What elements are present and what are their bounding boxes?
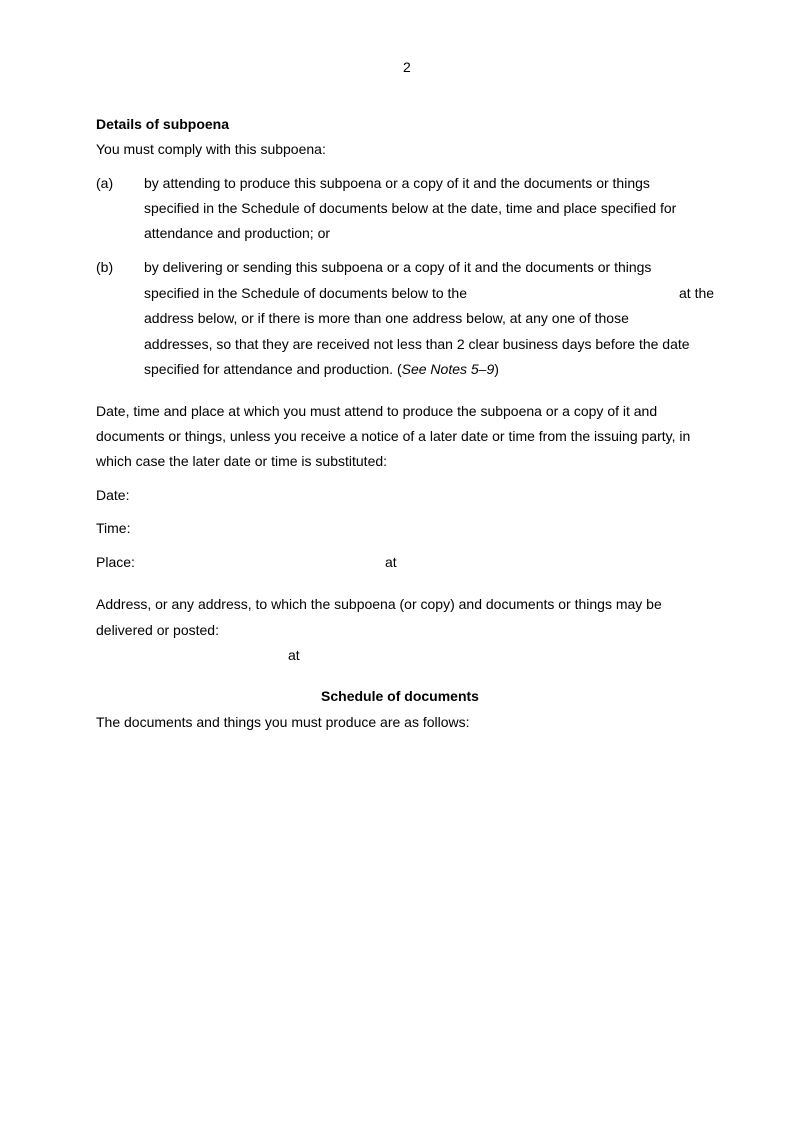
time-label: Time: — [96, 520, 131, 536]
place-label: Place: — [96, 554, 135, 570]
address-line-1: Address, or any address, to which the subpoena (or copy) and documents or things may be — [96, 596, 662, 612]
page-number: 2 — [403, 59, 411, 75]
item-b-line-1: by delivering or sending this subpoena or a copy of it and the documents or things — [144, 259, 652, 275]
date-label: Date: — [96, 487, 130, 503]
schedule-heading: Schedule of documents — [321, 688, 479, 704]
address-line-2: delivered or posted: — [96, 622, 219, 638]
attendance-line-3: which case the later date or time is substituted: — [96, 453, 388, 469]
item-b-line-5 — [144, 361, 499, 378]
item-a-label: (a) — [96, 175, 114, 191]
attendance-line-1: Date, time and place at which you must attend to produce the subpoena or a copy of it and — [96, 403, 658, 419]
item-a-line-3: attendance and production; or — [144, 225, 331, 241]
item-a-line-1: by attending to produce this subpoena or a copy of it and the documents or things — [144, 175, 650, 191]
item-b-line-3: address below, or if there is more than one address below, at any one of those — [144, 310, 629, 326]
item-b-line-2-start: specified in the Schedule of documents below to the — [144, 285, 467, 301]
item-b-label: (b) — [96, 259, 114, 275]
address-at: at — [288, 647, 300, 663]
item-b-line-5-start: specified for attendance and production. ( — [144, 361, 402, 377]
details-intro: You must comply with this subpoena: — [96, 141, 326, 157]
item-b-line-5-end: ) — [494, 361, 499, 377]
item-b-line-4: addresses, so that they are received not less than 2 clear business days before the date — [144, 336, 690, 352]
details-heading: Details of subpoena — [96, 116, 230, 132]
attendance-line-2: documents or things, unless you receive a notice of a later date or time from the issuing party, in — [96, 428, 691, 444]
place-at: at — [385, 554, 397, 570]
item-a-line-2: specified in the Schedule of documents below at the date, time and place specified for — [144, 200, 677, 216]
see-notes-reference: See Notes 5–9 — [401, 361, 495, 377]
item-b-line-2-end: at the — [679, 285, 715, 301]
schedule-intro: The documents and things you must produce are as follows: — [96, 714, 470, 730]
